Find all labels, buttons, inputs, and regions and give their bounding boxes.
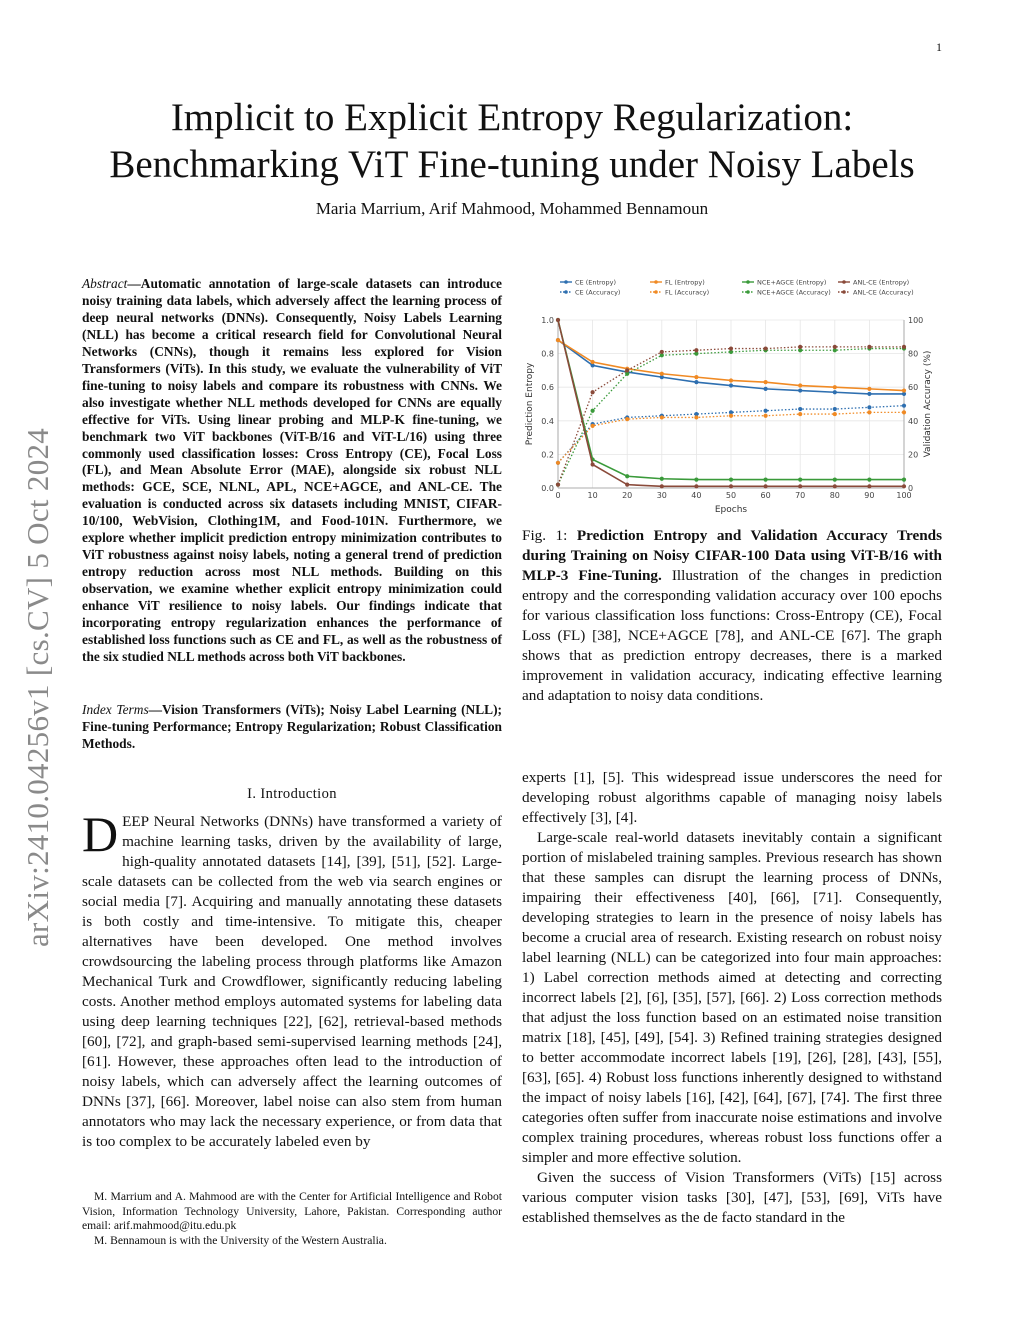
data-point <box>798 478 802 482</box>
data-point <box>867 392 871 396</box>
data-point <box>902 345 906 349</box>
data-point <box>764 380 768 384</box>
chart-grid <box>558 320 904 488</box>
data-point <box>798 484 802 488</box>
data-point <box>902 388 906 392</box>
caption-bold: Prediction Entropy and Validation Accuracy Trends during Training on Noisy CIFAR-100 Data using ViT-B/16 with MLP-3 Fine-Tuning. <box>522 527 942 584</box>
data-point <box>591 462 595 466</box>
legend-marker <box>746 280 750 284</box>
data-point <box>660 350 664 354</box>
legend-marker <box>654 280 658 284</box>
data-point <box>833 478 837 482</box>
data-point <box>694 380 698 384</box>
data-point <box>660 372 664 376</box>
x-tick-label: 20 <box>622 491 633 500</box>
data-point <box>867 405 871 409</box>
legend-marker <box>564 290 568 294</box>
index-terms-text: —Vision Transformers (ViTs); Noisy Label Learning (NLL); Fine-tuning Performance; Entropy Regularization; Robust Classification Methods. <box>82 702 502 751</box>
right-column-text <box>522 768 942 1228</box>
legend-label: CE (Accuracy) <box>575 288 621 297</box>
paper-title <box>60 94 964 188</box>
footnote-affiliation-2: M. Bennamoun is with the University of the Western Australia. <box>94 1233 387 1247</box>
drop-cap: D <box>82 806 119 862</box>
title-line-2: Benchmarking ViT Fine-tuning under Noisy Labels <box>109 143 915 186</box>
y2-tick-label: 40 <box>908 416 919 426</box>
data-point <box>694 415 698 419</box>
data-point <box>798 345 802 349</box>
legend-marker <box>842 280 846 284</box>
data-point <box>867 387 871 391</box>
x-tick-label: 60 <box>760 491 771 500</box>
data-point <box>764 409 768 413</box>
data-point <box>556 318 560 322</box>
legend-label: CE (Entropy) <box>575 278 617 287</box>
data-point <box>694 375 698 379</box>
y2-axis-label: Validation Accuracy (%) <box>923 350 933 458</box>
arxiv-stamp-text: arXiv:2410.04256v1 [cs.CV] 5 Oct 2024 <box>20 427 55 947</box>
data-point <box>625 417 629 421</box>
data-point <box>729 484 733 488</box>
right-paragraph-3: Given the success of Vision Transformers (ViTs) [15] across various computer vision tasks [30], [47], [53], [69], ViTs have established themselves as the de facto standard in the <box>522 1169 942 1226</box>
data-point <box>902 478 906 482</box>
data-point <box>556 461 560 465</box>
index-terms-label: Index Terms <box>82 702 149 717</box>
x-tick-label: 10 <box>587 491 598 500</box>
legend-marker <box>842 290 846 294</box>
y-tick-label: 0.6 <box>541 383 554 393</box>
abstract-text: —Automatic annotation of large-scale datasets can introduce noisy training data labels, which adversely affect the learning process of deep neural networks (DNNs). Consequently, Noisy Labels Learning (NLL) has become a critical research field for Convolutional Neural Networks (CNNs), though it remains less explored for Vision Transformers (ViTs). In this study, we evaluate the vulnerability of ViT fine-tuning to noisy labels and compare its robustness with CNNs. We also investigate whether NLL methods developed for CNNs are equally effective for ViTs. Using linear probing and MLP-K fine-tuning, we benchmark two ViT backbones (ViT-B/16 and ViT-L/16) using three commonly used classification losses: Cross Entropy (CE), Focal Loss (FL), and Mean Absolute Error (MAE), alongside six robust NLL methods: GCE, SCE, NLNL, APL, NCE+AGCE, and ANL-CE. The evaluation is conducted across six datasets including MNIST, CIFAR-10/100, WebVision, Clothing1M, and Food-101N. Furthermore, we explore whether implicit prediction entropy minimization contributes to ViT robustness against noisy labels, noting a general trend of prediction entropy reduction across most NLL methods. Building on this observation, we examine whether explicit entropy minimization could enhance ViT resilience to noisy labels. Our findings indicate that incorporating entropy regularization enhances the performance of established loss functions such as CE and FL, as well as the robustness of the six studied NLL methods across both ViT backbones. <box>82 276 502 664</box>
page-number: 1 <box>936 40 942 54</box>
data-point <box>833 407 837 411</box>
data-point <box>591 424 595 428</box>
data-point <box>833 385 837 389</box>
x-tick-label: 100 <box>896 491 912 500</box>
y2-tick-label: 80 <box>908 349 919 359</box>
legend-label: NCE+AGCE (Accuracy) <box>757 288 831 297</box>
data-point <box>798 388 802 392</box>
x-tick-label: 70 <box>795 491 806 500</box>
y-tick-label: 1.0 <box>541 316 554 325</box>
data-point <box>764 414 768 418</box>
data-point <box>556 338 560 342</box>
abstract-label: Abstract <box>82 276 128 291</box>
y2-tick-label: 100 <box>908 316 924 325</box>
data-point <box>729 378 733 382</box>
data-point <box>660 415 664 419</box>
data-point <box>729 414 733 418</box>
x-tick-label: 30 <box>656 491 667 500</box>
abstract <box>82 276 502 666</box>
data-point <box>694 348 698 352</box>
data-point <box>625 368 629 372</box>
data-point <box>729 383 733 387</box>
data-point <box>694 484 698 488</box>
data-point <box>660 484 664 488</box>
data-point <box>798 407 802 411</box>
data-point <box>798 412 802 416</box>
x-tick-label: 80 <box>829 491 840 500</box>
footnotes <box>82 1190 502 1248</box>
y-axis-label: Prediction Entropy <box>525 362 535 446</box>
figure-caption <box>522 526 942 706</box>
y-tick-label: 0.0 <box>541 484 554 493</box>
data-point <box>729 346 733 350</box>
data-point <box>591 390 595 394</box>
data-point <box>833 412 837 416</box>
intro-text: EEP Neural Networks (DNNs) have transformed a variety of machine learning tasks, driven by the availability of large, high-quality annotated datasets [14], [39], [51], [52]. Large-scale datasets can be collected from the web via search engines or social media [7]. Acquiring and manually annotating these datasets is both costly and time-intensive. To mitigate this, cheaper alternatives have been developed. One method involves crowdsourcing the labeling process through platforms like Amazon Mechanical Turk and Crowdflower, significantly reducing labeling costs. Another method employs automated systems for labeling data using deep learning techniques [22], [62], retrieval-based methods [60], [72], and graph-based semi-supervised learning methods [24], [61]. However, these approaches often lead to the introduction of noisy labels, which can adversely affect the learning outcomes of DNNs [37], [66]. Moreover, label noise can also stem from human annotators who may lack the necessary experience, or from data that is too complex to be accurately labeled even by <box>82 813 502 1150</box>
data-point <box>867 478 871 482</box>
data-point <box>833 484 837 488</box>
data-point <box>591 360 595 364</box>
right-paragraph-1: experts [1], [5]. This widespread issue underscores the need for developing robust algorithms capable of managing noisy labels effectively [3], [4]. <box>522 769 942 826</box>
x-tick-label: 40 <box>691 491 702 500</box>
data-point <box>625 474 629 478</box>
data-point <box>625 483 629 487</box>
legend-label: ANL-CE (Entropy) <box>853 278 910 287</box>
data-point <box>660 477 664 481</box>
caption-text: Illustration of the changes in prediction entropy and the corresponding validation accuracy over 100 epochs for various classification loss functions: Cross-Entropy (CE), Focal Loss (FL) [38], NCE+AGCE [78], and ANL-CE [67]. The graph shows that as prediction entropy decreases, there is a marked improvement in validation accuracy, indicating effective learning and adaptation to noisy data conditions. <box>522 567 943 704</box>
figure-chart <box>520 270 942 518</box>
y-tick-label: 0.8 <box>541 349 554 359</box>
authors: Maria Marrium, Arif Mahmood, Mohammed Bennamoun <box>315 199 709 218</box>
y-tick-label: 0.4 <box>541 416 554 426</box>
intro-paragraph <box>82 806 502 1152</box>
data-point <box>833 390 837 394</box>
legend-label: FL (Accuracy) <box>665 288 710 297</box>
title-line-1: Implicit to Explicit Entropy Regularization: <box>170 96 854 139</box>
data-point <box>798 383 802 387</box>
legend-marker <box>654 290 658 294</box>
right-paragraph-2: Large-scale real-world datasets inevitably contain a significant portion of mislabeled training samples. Previous research has shown that these samples can disrupt the learning process of DNNs, impairing their effectiveness [40], [66], [71]. Consequently, developing strategies to learn in the presence of noisy labels has become a crucial area of research. Existing research on robust noisy label learning (NLL) can be categorized into four main approaches: 1) Label correction methods aimed at detecting and correcting incorrect labels [2], [6], [35], [57], [66]. 2) Loss correction methods that adjust the loss function based on an estimated noise transition matrix [18], [45], [49], [54]. 3) Refined training strategies designed to better accommodate incorrect labels [19], [26], [28], [43], [55], [63], [65]. 4) Robust loss functions inherently designed to withstand the impact of noisy labels [16], [42], [64], [67], [74]. The first three categories often suffer from inaccurate noise estimations and involve complex training procedures, whereas robust loss functions offer a simpler and more effective solution. <box>522 829 942 1166</box>
data-point <box>591 409 595 413</box>
data-point <box>867 410 871 414</box>
legend-marker <box>564 280 568 284</box>
data-point <box>867 345 871 349</box>
index-terms <box>82 702 502 753</box>
chart-legend <box>560 279 914 297</box>
section-heading: I. Introduction <box>247 786 337 802</box>
data-point <box>902 484 906 488</box>
data-point <box>764 478 768 482</box>
y2-tick-label: 20 <box>908 450 919 460</box>
x-axis-label: Epochs <box>714 505 748 515</box>
entropy-accuracy-chart <box>520 270 942 518</box>
data-point <box>694 478 698 482</box>
data-point <box>867 484 871 488</box>
footnote-affiliation: M. Marrium and A. Mahmood are with the Center for Artificial Intelligence and Robot Vision, Information Technology University, Lahore, Pakistan. Corresponding author email: arif.mahmood@itu.edu.pk <box>82 1190 502 1232</box>
legend-label: FL (Entropy) <box>665 278 705 287</box>
y2-tick-label: 60 <box>908 383 919 393</box>
x-tick-label: 90 <box>864 491 875 500</box>
caption-label: Fig. 1: <box>522 527 568 544</box>
data-point <box>556 483 560 487</box>
data-point <box>902 410 906 414</box>
data-point <box>764 387 768 391</box>
data-point <box>764 346 768 350</box>
data-point <box>729 478 733 482</box>
x-tick-label: 50 <box>725 491 737 500</box>
legend-label: NCE+AGCE (Entropy) <box>757 278 827 287</box>
legend-marker <box>746 290 750 294</box>
x-tick-label: 0 <box>555 491 561 500</box>
legend-label: ANL-CE (Accuracy) <box>853 288 914 297</box>
y2-tick-label: 0 <box>908 484 914 493</box>
y-tick-label: 0.2 <box>541 450 554 460</box>
data-point <box>764 484 768 488</box>
data-point <box>902 404 906 408</box>
data-point <box>833 345 837 349</box>
